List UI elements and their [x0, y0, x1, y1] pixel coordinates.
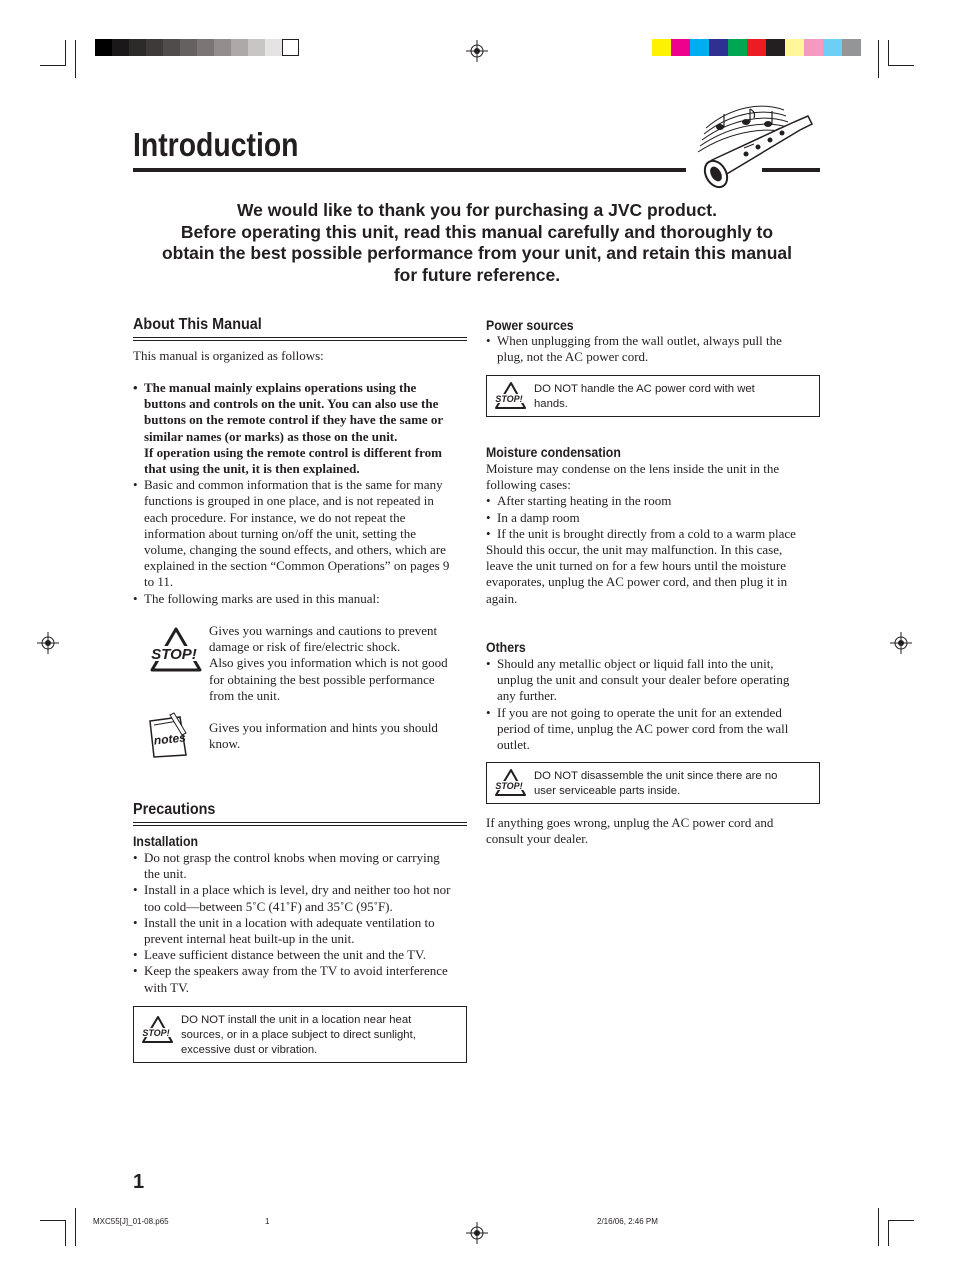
color-swatch	[112, 39, 129, 56]
power-sources-heading: Power sources	[486, 317, 574, 333]
installation-warning-box: STOP! DO NOT install the unit in a location near heat sources, or in a place subject to direct sunlight, excessive dust or vibration.	[133, 1006, 467, 1063]
notes-icon	[146, 711, 196, 759]
svg-text:STOP!: STOP!	[495, 394, 523, 404]
about-intro: This manual is organized as follows:	[133, 348, 324, 363]
color-swatch	[282, 39, 299, 56]
svg-text:notes: notes	[153, 730, 187, 748]
color-swatch	[95, 39, 112, 56]
installation-list	[133, 850, 473, 996]
about-list	[133, 380, 473, 607]
color-swatch	[214, 39, 231, 56]
color-swatch	[197, 39, 214, 56]
color-swatch	[231, 39, 248, 56]
list-item: • If the unit is brought directly from a cold to a warm place	[486, 526, 826, 542]
registration-mark-icon	[890, 632, 912, 654]
list-item: • Keep the speakers away from the TV to avoid interference with TV.	[133, 963, 473, 995]
list-item: • Install in a place which is level, dry and neither too hot nor too cold—between 5˚C (41˚F) and 35˚C (95˚F).	[133, 882, 473, 914]
list-item: • Leave sufficient distance between the unit and the TV.	[133, 947, 473, 963]
color-swatch	[265, 39, 282, 56]
color-swatch	[747, 39, 766, 56]
color-swatch	[652, 39, 671, 56]
section-rule	[133, 822, 467, 826]
color-swatch	[180, 39, 197, 56]
color-swatch	[248, 39, 265, 56]
precautions-heading: Precautions	[133, 801, 216, 818]
color-swatch	[129, 39, 146, 56]
color-swatch	[823, 39, 842, 56]
color-swatch	[766, 39, 785, 56]
installation-heading: Installation	[133, 833, 199, 849]
title-rule	[133, 168, 686, 172]
footer-filename: MXC55[J]_01-08.p65	[93, 1217, 169, 1226]
footer-sheet: 1	[265, 1217, 270, 1226]
stop-warning-icon	[492, 768, 526, 798]
stop-warning-icon	[146, 626, 202, 674]
power-warning-box: STOP! DO NOT handle the AC power cord with wet hands.	[486, 375, 820, 417]
svg-text:STOP!: STOP!	[142, 1028, 170, 1038]
stop-mark-description: Gives you warnings and cautions to prevent damage or risk of fire/electric shock. Also gives you information which is not good for obtaining the best possible performance from the unit.	[209, 623, 448, 703]
list-item: • Should any metallic object or liquid fall into the unit, unplug the unit and consult your dealer before operating any further.	[486, 656, 826, 705]
list-item: • Basic and common information that is the same for many functions is grouped in one place, and is not repeated in each procedure. For instance, we do not repeat the information about turning on/off the unit, setting the volume, changing the sound effects, and others, which are explained in the section “Common Operations” on pages 9 to 11.	[133, 477, 473, 590]
others-warning-box: STOP! DO NOT disassemble the unit since there are no user serviceable parts inside.	[486, 762, 820, 804]
footer-timestamp: 2/16/06, 2:46 PM	[597, 1217, 658, 1226]
list-item: • Do not grasp the control knobs when moving or carrying the unit.	[133, 850, 473, 882]
notes-mark-description: Gives you information and hints you should know.	[209, 720, 438, 752]
about-manual-heading: About This Manual	[133, 316, 262, 333]
color-swatch	[671, 39, 690, 56]
color-swatch	[728, 39, 747, 56]
stop-warning-icon	[139, 1015, 173, 1045]
list-item: • If you are not going to operate the unit for an extended period of time, unplug the AC power cord from the wall outlet.	[486, 705, 826, 754]
page-number: 1	[133, 1171, 145, 1193]
list-item: • Install the unit in a location with adequate ventilation to prevent internal heat built-up in the unit.	[133, 915, 473, 947]
page-title: Introduction	[133, 126, 299, 163]
svg-text:STOP!: STOP!	[151, 646, 197, 663]
color-swatch	[163, 39, 180, 56]
list-item: • The following marks are used in this manual:	[133, 591, 473, 607]
others-list	[486, 656, 826, 753]
clarinet-music-icon	[684, 100, 824, 192]
list-item: • When unplugging from the wall outlet, always pull the plug, not the AC power cord.	[486, 333, 826, 365]
list-item: • The manual mainly explains operations using the buttons and controls on the unit. You can also use the buttons on the remote control if they have the same or similar names (or marks) as those on the unit. If operation using the remote control is different from that using the unit, it is then explained.	[133, 380, 473, 477]
others-heading: Others	[486, 639, 526, 655]
color-swatch	[709, 39, 728, 56]
section-rule	[133, 337, 467, 341]
stop-warning-icon	[492, 381, 526, 411]
registration-mark-icon	[466, 40, 488, 62]
registration-mark-icon	[37, 632, 59, 654]
thanks-message: We would like to thank you for purchasing a JVC product. Before operating this unit, read this manual carefully and thoroughly to obtain the best possible performance from your unit, and retain this manual for future reference.	[161, 200, 793, 285]
closing-text: If anything goes wrong, unplug the AC power cord and consult your dealer.	[486, 815, 774, 847]
svg-text:STOP!: STOP!	[495, 781, 523, 791]
color-swatch	[842, 39, 861, 56]
moisture-heading: Moisture condensation	[486, 444, 621, 460]
color-swatch	[785, 39, 804, 56]
moisture-text: Moisture may condense on the lens inside the unit in the following cases: • After starting heating in the room • In a damp room • If the unit is brought directly from a cold to a warm place Should this occur, the unit may malfunction. In this case, leave the unit turned on for a few hours until the moisture evaporates, unplug the AC power cord, and then plug it in again.	[486, 461, 826, 607]
color-swatch	[804, 39, 823, 56]
list-item: • After starting heating in the room	[486, 493, 826, 509]
color-swatch	[690, 39, 709, 56]
color-swatch	[146, 39, 163, 56]
list-item: • In a damp room	[486, 510, 826, 526]
power-list	[486, 333, 826, 365]
registration-mark-icon	[466, 1222, 488, 1244]
